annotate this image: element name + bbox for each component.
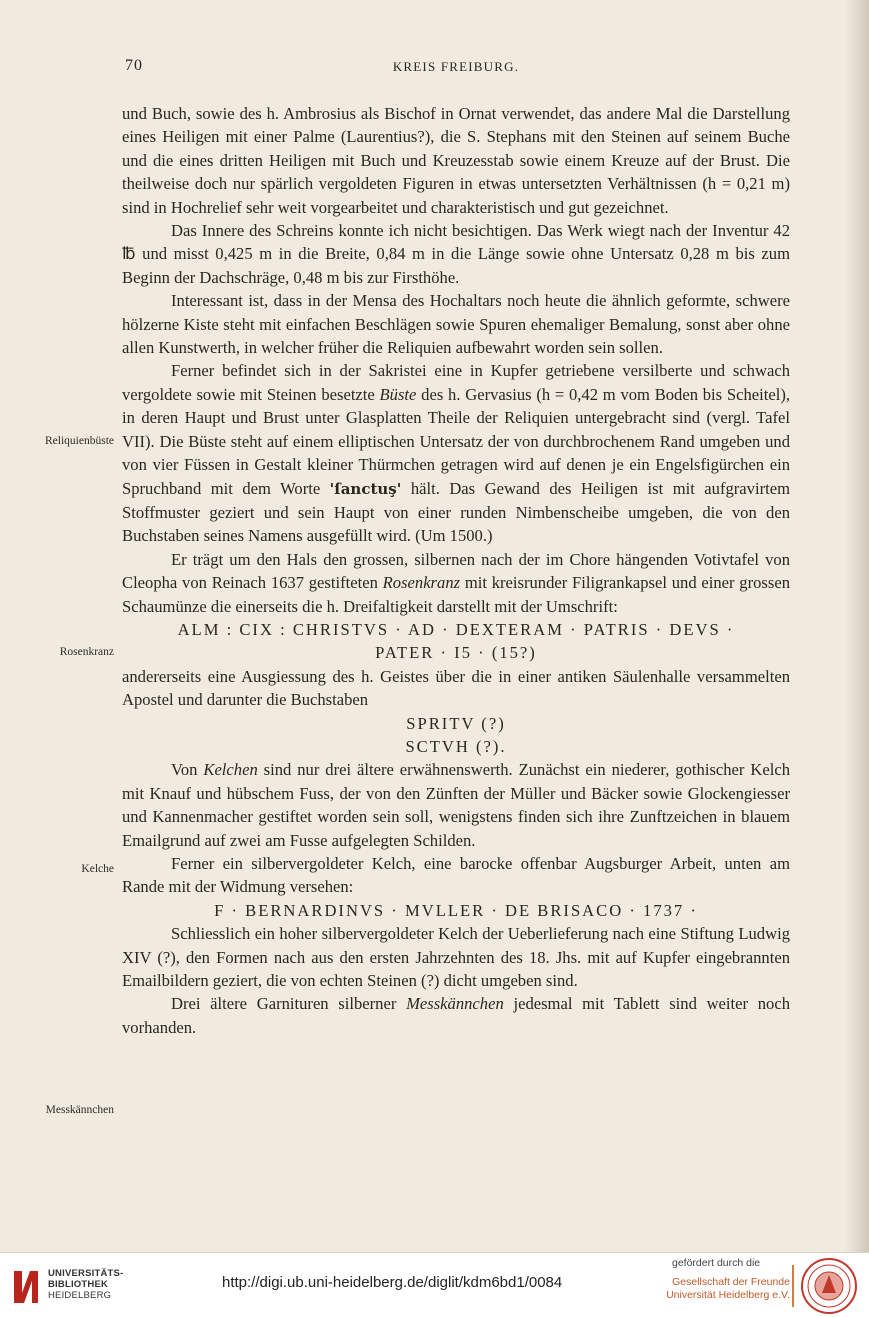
paragraph-7-text-c: sind nur drei ältere erwähnenswerth. Zunächst ein niederer, gothischer Kelch mit Knauf und hübschem Fuss, der von den Zünften der Müller und Bäcker sowie Glockengiesser und Kannenmacher gestiftet worden sein soll, wenigstens finden sich ihre Zunftzeichen in blauem Emailgrund auf zwei am Fusse aufgelegten Schilden. <box>122 760 790 850</box>
paragraph-8: Ferner ein silbervergoldeter Kelch, eine barocke offenbar Augsburger Arbeit, unten am Rande mit der Widmung versehen: <box>122 854 790 897</box>
library-name-line-2: BIBLIOTHEK <box>48 1279 109 1290</box>
margin-note-messkaennchen: Messkännchen <box>45 1104 114 1116</box>
page-header <box>122 57 790 79</box>
permalink-url[interactable]: http://digi.ub.uni-heidelberg.de/diglit/kdm6bd1/0084 <box>222 1274 563 1291</box>
sponsor-label: gefördert durch die <box>672 1257 761 1269</box>
running-title: KREIS FREIBURG. <box>392 59 520 74</box>
term-rosenkranz: Rosenkranz <box>382 573 461 593</box>
margin-note-reliquienbueste: Reliquienbüste <box>45 435 114 447</box>
paragraph-7 <box>122 758 790 852</box>
library-name[interactable] <box>48 1268 123 1301</box>
paragraph-2: Das Innere des Schreins konnte ich nicht besichtigen. Das Werk wiegt nach der Inventur 42 ℔ und misst 0,425 m in die Breite, 0,84 m in die Länge sowie ohne Untersatz 0,28 m bis zum Beginn der Dachschräge, 0,48 m bis zur Firsthöhe. <box>122 221 790 287</box>
inscription-2-line-1: SPRITV (?) <box>406 713 506 733</box>
term-sanctus: 'ſanctuş' <box>329 479 402 498</box>
margin-note-kelche: Kelche <box>81 863 114 875</box>
term-messkaennchen: Messkännchen <box>406 994 504 1014</box>
sponsor-name-line-2: Universität Heidelberg e.V. <box>666 1289 790 1301</box>
inscription-2-line-2: SCTVH (?). <box>405 736 507 756</box>
page-number: 70 <box>125 57 143 74</box>
term-kelchen: Kelchen <box>203 760 258 780</box>
inscription-3: F · BERNARDINVS · MVLLER · DE BRISACO · 1737 · <box>214 900 698 920</box>
paragraph-10-text-c: jedesmal mit Tablett sind weiter noch vorhanden. <box>122 994 790 1037</box>
sponsor-name-line-1: Gesellschaft der Freunde <box>672 1276 790 1288</box>
paragraph-3: Interessant ist, dass in der Mensa des Hochaltars noch heute die ähnlich geformte, schwere hölzerne Kiste steht mit einfachen Beschlägen sowie Spuren ehemaliger Bemalung, sonst aber ohne allen Kunstwerth, in welcher früher die Reliquien aufbewahrt worden sein sollen. <box>122 291 790 358</box>
body-text <box>122 102 790 1039</box>
paragraph-6: andererseits eine Ausgiessung des h. Geistes über die in einer antiken Säulenhalle versammelten Apostel und darunter die Buchstaben <box>122 666 790 710</box>
paragraph-4-text-a: Ferner befindet sich in der Sakristei eine in Kupfer getriebene versilberte und schwach vergoldete sowie mit Steinen besetzte <box>122 361 790 404</box>
page-spine-shadow <box>845 0 869 1252</box>
inscription-1-line-1: ALM : CIX : CHRISTVS · AD · DEXTERAM · PATRIS · DEVS · <box>177 619 735 639</box>
university-seal-icon[interactable] <box>800 1257 858 1315</box>
paragraph-5 <box>122 548 790 618</box>
paragraph-10 <box>122 992 790 1039</box>
paragraph-9: Schliesslich ein hoher silbervergoldeter Kelch der Ueberlieferung nach eine Stiftung Ludwig XIV (?), den Formen nach aus den ersten Jahrzehnten des 18. Jhs. mit auf Kupfer eingebrannten Emailbildern geziert, die von echten Steinen (?) dicht umgeben sind. <box>122 924 790 991</box>
term-bueste: Büste <box>379 384 417 404</box>
paragraph-4-text-e: hält. Das Gewand des Heiligen ist mit aufgravirtem Stoffmuster geziert und sein Haupt von einer runden Nimbenscheibe umgeben, die von den Buchstaben seines Namens ausgefüllt wird. (Um 1500.) <box>122 478 790 546</box>
library-name-line-1: UNIVERSITÄTS- <box>48 1268 124 1279</box>
paragraph-7-text-a: Von <box>171 760 204 780</box>
paragraph-1: und Buch, sowie des h. Ambrosius als Bischof in Ornat verwendet, das andere Mal die Darstellung eines Heiligen mit einer Palme (Laurentius?), die S. Stephans mit den Steinen auf seinem Buche und die eines dritten Heiligen mit Buch und Kreuzesstab sowie einem Kreuze auf der Brust. Die theilweise doch nur spärlich vergoldeten Figuren in etwas untersetzten Verhältnissen (h = 0,21 m) sind in Hochrelief sehr weit vorgearbeitet und charakteristisch und gut gezeichnet. <box>122 104 790 217</box>
paragraph-10-text-a: Drei ältere Garnituren silberner <box>171 994 407 1014</box>
paragraph-5-text-c: mit kreisrunder Filigrankapsel und einer grossen Schaumünze die einerseits die h. Dreifaltigkeit darstellt mit der Umschrift: <box>122 573 790 616</box>
footer-bar <box>0 1252 869 1317</box>
paragraph-5-text-a: Er trägt um den Hals den grossen, silbernen nach der im Chore hängenden Votivtafel von Cleopha von Reinach 1637 gestifteten <box>122 549 790 593</box>
paragraph-4 <box>122 359 790 547</box>
library-name-line-3: HEIDELBERG <box>48 1290 112 1301</box>
margin-note-rosenkranz: Rosenkranz <box>59 646 114 658</box>
sponsor-name[interactable] <box>666 1276 790 1302</box>
paragraph-4-text-c: des h. Gervasius (h = 0,42 m vom Boden bis Scheitel), in deren Haupt und Brust unter Glasplatten Theile der Reliquien untergebracht sind (vergl. Tafel VII). Die Büste steht auf einem elliptischen Untersatz der von durchbrochenem Rand umgeben und von vier Füssen in Gestalt kleiner Thürmchen getragen wird auf denen je ein Engelsfigürchen ein Spruchband mit dem Worte <box>122 384 791 498</box>
sponsor-divider <box>792 1265 794 1307</box>
ub-heidelberg-logo-icon[interactable] <box>8 1263 44 1307</box>
inscription-1-line-2: PATER · I5 · (15?) <box>375 643 537 663</box>
